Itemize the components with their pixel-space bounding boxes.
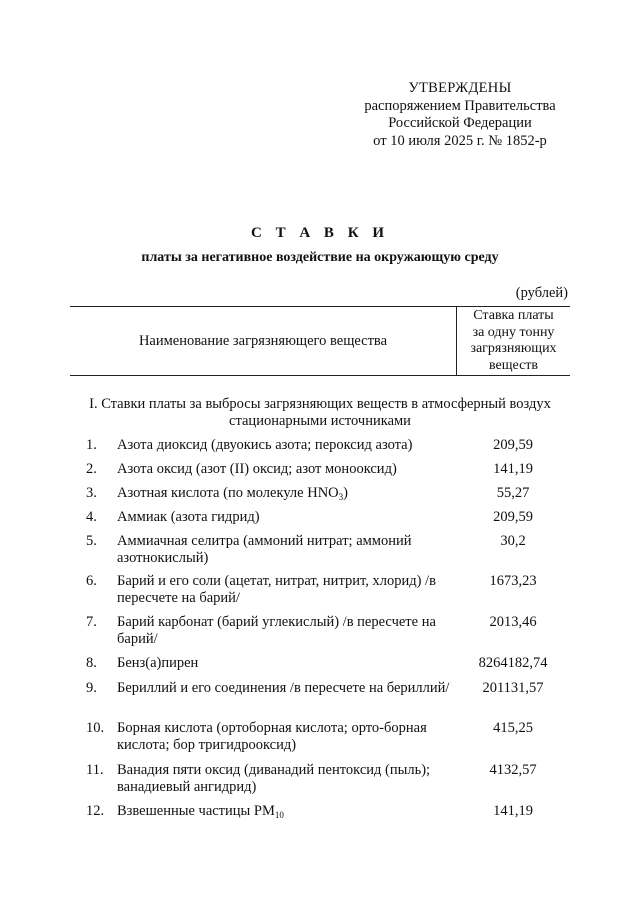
row-number: 6. xyxy=(86,573,97,589)
rate-value: 4132,57 xyxy=(489,762,537,778)
rate-value: 8264182,74 xyxy=(478,655,548,671)
document-subtitle: платы за негативное воздействие на окружающую среду xyxy=(141,250,499,265)
row-number: 2. xyxy=(86,461,97,477)
substance-name: Аммиак (азота гидрид) xyxy=(117,509,260,525)
substance-name xyxy=(117,803,452,820)
rate-value: 209,59 xyxy=(493,509,533,525)
section-heading: I. Ставки платы за выбросы загрязняющих веществ в атмосферный воздух стационарными источниками xyxy=(89,396,551,429)
substance-name: Барий и его соли (ацетат, нитрат, нитрит, хлорид) /в пересчете на барий/ xyxy=(117,573,436,606)
subscript: 3 xyxy=(338,492,344,502)
approval-heading: УТВЕРЖДЕНЫ xyxy=(408,80,512,96)
substance-name: Борная кислота (ортоборная кислота; орто-борная кислота; бор тригидрооксид) xyxy=(117,720,427,753)
approval-line: Российской Федерации xyxy=(388,115,532,131)
row-number: 1. xyxy=(86,437,97,453)
rate-value: 201131,57 xyxy=(482,680,544,696)
substance-name xyxy=(117,485,452,502)
rate-value: 55,27 xyxy=(496,485,530,501)
substance-name: Аммиачная селитра (аммоний нитрат; аммоний азотнокислый) xyxy=(117,533,412,566)
row-number: 9. xyxy=(86,680,97,696)
row-number: 4. xyxy=(86,509,97,525)
units-label: (рублей) xyxy=(515,285,568,301)
rate-value: 2013,46 xyxy=(489,614,537,630)
approval-line: распоряжением Правительства xyxy=(364,97,556,114)
substance-name: Азота оксид (азот (II) оксид; азот монооксид) xyxy=(117,461,397,477)
row-number: 11. xyxy=(86,762,104,778)
approval-date: от 10 июля 2025 г. № 1852-р xyxy=(373,132,547,149)
substance-name: Барий карбонат (барий углекислый) /в пересчете на барий/ xyxy=(117,614,436,647)
substance-name-text: ) xyxy=(343,485,348,501)
document-title: С Т А В К И xyxy=(251,225,389,241)
row-number: 12. xyxy=(86,803,105,819)
substance-name: Азота диоксид (двуокись азота; пероксид азота) xyxy=(117,437,413,453)
rate-value: 415,25 xyxy=(493,720,533,736)
column-header-name: Наименование загрязняющего вещества xyxy=(138,332,388,349)
row-number: 3. xyxy=(86,485,97,501)
substance-name: Бериллий и его соединения /в пересчете на бериллий/ xyxy=(117,680,450,696)
rate-value: 1673,23 xyxy=(489,573,537,589)
substance-name-text: Азотная кислота (по молекуле HNO xyxy=(117,485,339,501)
row-number: 7. xyxy=(86,614,97,630)
row-number: 10. xyxy=(86,720,105,736)
rate-value: 209,59 xyxy=(493,437,533,453)
column-header-rate: Ставка платы за одну тонну загрязняющих веществ xyxy=(456,307,570,375)
approval-block xyxy=(340,80,580,150)
rate-value: 30,2 xyxy=(500,533,526,549)
subscript: 10 xyxy=(274,810,284,820)
row-number: 8. xyxy=(86,655,97,671)
substance-name: Бенз(а)пирен xyxy=(117,655,199,671)
table-header xyxy=(70,306,570,376)
rate-value: 141,19 xyxy=(493,803,533,819)
substance-name-text: Взвешенные частицы PM xyxy=(117,803,275,819)
substance-name: Ванадия пяти оксид (диванадий пентоксид (пыль); ванадиевый ангидрид) xyxy=(117,762,431,795)
rate-value: 141,19 xyxy=(493,461,533,477)
row-number: 5. xyxy=(86,533,97,549)
